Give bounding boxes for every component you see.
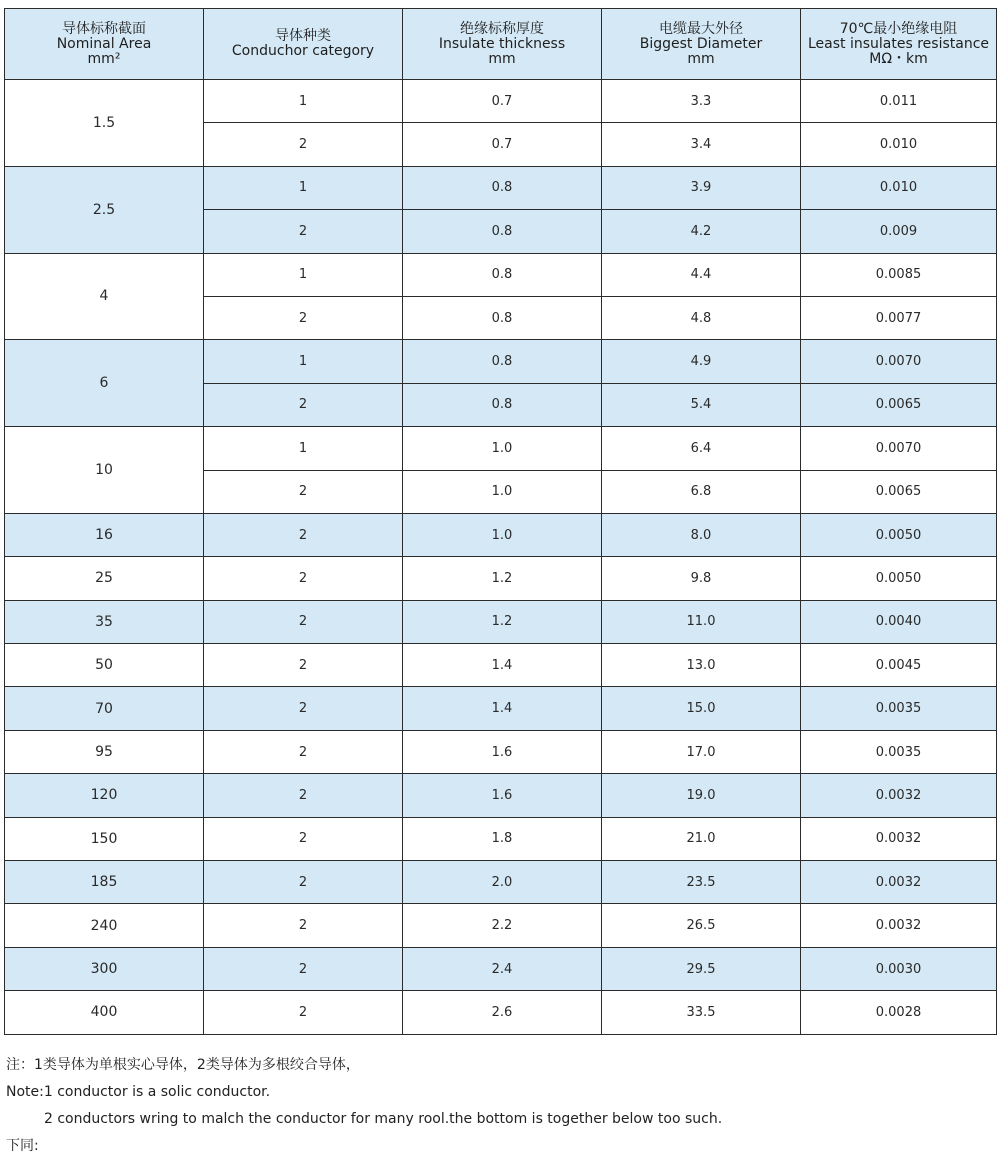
- table-row: [5, 166, 997, 209]
- cell-max-diameter: 11.0: [602, 600, 801, 643]
- cell-insulation-thickness: 1.0: [403, 427, 602, 470]
- cell-max-diameter: 21.0: [602, 817, 801, 860]
- cell-conductor-category: 2: [204, 513, 403, 556]
- cell-insulation-thickness: 0.7: [403, 80, 602, 123]
- table-row: [5, 817, 997, 860]
- cell-insulation-resistance: 0.0065: [801, 383, 997, 426]
- cell-insulation-thickness: 2.6: [403, 991, 602, 1034]
- cell-nominal-area: 120: [5, 774, 204, 817]
- table-row: [5, 947, 997, 990]
- header-nominal-area-unit: mm²: [87, 50, 121, 67]
- note-en-1: Note:1 conductor is a solic conductor.: [6, 1084, 271, 1100]
- cell-insulation-resistance: 0.010: [801, 123, 997, 166]
- cell-insulation-thickness: 1.8: [403, 817, 602, 860]
- cell-conductor-category: 2: [204, 817, 403, 860]
- note-en-2: 2 conductors wring to malch the conductor for many rool.the bottom is together below too such.: [44, 1111, 723, 1127]
- cell-nominal-area: 240: [5, 904, 204, 947]
- cell-conductor-category: 2: [204, 557, 403, 600]
- cell-insulation-resistance: 0.0040: [801, 600, 997, 643]
- spec-table-container: [4, 8, 996, 1035]
- cell-max-diameter: 23.5: [602, 861, 801, 904]
- cell-max-diameter: 4.4: [602, 253, 801, 296]
- note-same-below: 下同:: [6, 1138, 39, 1154]
- table-row: [5, 600, 997, 643]
- cell-insulation-resistance: 0.0035: [801, 687, 997, 730]
- cell-insulation-resistance: 0.0030: [801, 947, 997, 990]
- cell-insulation-thickness: 0.8: [403, 210, 602, 253]
- cell-insulation-thickness: 1.0: [403, 513, 602, 556]
- table-row: [5, 991, 997, 1034]
- cell-max-diameter: 8.0: [602, 513, 801, 556]
- header-nominal-area-en: Nominal Area: [56, 35, 152, 52]
- cell-conductor-category: 1: [204, 253, 403, 296]
- cell-insulation-thickness: 0.8: [403, 340, 602, 383]
- cell-insulation-resistance: 0.009: [801, 210, 997, 253]
- header-insulation-thickness-unit: mm: [488, 50, 516, 67]
- header-insulation-thickness-zh: 绝缘标称厚度: [460, 20, 544, 37]
- table-row: [5, 774, 997, 817]
- cell-nominal-area: 300: [5, 947, 204, 990]
- cell-insulation-resistance: 0.0070: [801, 340, 997, 383]
- cell-conductor-category: 2: [204, 687, 403, 730]
- cell-insulation-thickness: 0.8: [403, 383, 602, 426]
- table-row: [5, 644, 997, 687]
- cell-conductor-category: 1: [204, 80, 403, 123]
- cell-nominal-area: 50: [5, 644, 204, 687]
- cell-conductor-category: 2: [204, 904, 403, 947]
- cell-conductor-category: 2: [204, 210, 403, 253]
- header-insulation-resistance-en: Least insulates resistance: [807, 35, 989, 52]
- cell-conductor-category: 2: [204, 774, 403, 817]
- header-max-diameter-unit: mm: [687, 50, 715, 67]
- cell-conductor-category: 2: [204, 861, 403, 904]
- header-insulation-resistance-zh: 70℃最小绝缘电阻: [839, 20, 958, 37]
- cell-insulation-resistance: 0.0028: [801, 991, 997, 1034]
- table-row: [5, 904, 997, 947]
- table-body: [5, 80, 997, 1035]
- cell-nominal-area: 70: [5, 687, 204, 730]
- cell-insulation-resistance: 0.0050: [801, 557, 997, 600]
- cell-insulation-resistance: 0.0050: [801, 513, 997, 556]
- cell-insulation-resistance: 0.0065: [801, 470, 997, 513]
- header-conductor-category: [204, 9, 403, 80]
- cell-max-diameter: 4.8: [602, 296, 801, 339]
- header-insulation-resistance-unit: MΩ・km: [869, 50, 928, 67]
- cell-conductor-category: 2: [204, 730, 403, 773]
- header-row: [5, 9, 997, 80]
- cell-nominal-area: 6: [5, 340, 204, 427]
- cell-max-diameter: 3.4: [602, 123, 801, 166]
- cell-max-diameter: 6.8: [602, 470, 801, 513]
- cell-insulation-resistance: 0.010: [801, 166, 997, 209]
- header-max-diameter-zh: 电缆最大外径: [659, 20, 743, 37]
- cell-nominal-area: 4: [5, 253, 204, 340]
- cell-nominal-area: 400: [5, 991, 204, 1034]
- table-row: [5, 80, 997, 123]
- header-conductor-category-en: Conduchor category: [231, 43, 375, 59]
- cell-insulation-thickness: 1.2: [403, 557, 602, 600]
- cell-insulation-thickness: 0.8: [403, 253, 602, 296]
- cell-insulation-resistance: 0.0085: [801, 253, 997, 296]
- cell-insulation-resistance: 0.0032: [801, 861, 997, 904]
- cell-max-diameter: 33.5: [602, 991, 801, 1034]
- cell-insulation-thickness: 1.4: [403, 687, 602, 730]
- cell-conductor-category: 2: [204, 947, 403, 990]
- header-nominal-area: [5, 9, 204, 80]
- cell-insulation-thickness: 1.0: [403, 470, 602, 513]
- cell-max-diameter: 3.3: [602, 80, 801, 123]
- table-row: [5, 427, 997, 470]
- cell-insulation-resistance: 0.0035: [801, 730, 997, 773]
- header-insulation-thickness-en: Insulate thickness: [438, 35, 566, 52]
- cell-nominal-area: 1.5: [5, 80, 204, 167]
- table-row: [5, 687, 997, 730]
- cell-insulation-resistance: 0.0077: [801, 296, 997, 339]
- cell-max-diameter: 13.0: [602, 644, 801, 687]
- table-row: [5, 340, 997, 383]
- cell-insulation-thickness: 0.8: [403, 166, 602, 209]
- cell-insulation-thickness: 2.2: [403, 904, 602, 947]
- cell-nominal-area: 10: [5, 427, 204, 514]
- cell-conductor-category: 2: [204, 600, 403, 643]
- cell-conductor-category: 1: [204, 340, 403, 383]
- cell-conductor-category: 1: [204, 427, 403, 470]
- cell-insulation-thickness: 2.4: [403, 947, 602, 990]
- cell-insulation-thickness: 1.6: [403, 774, 602, 817]
- cell-insulation-thickness: 1.4: [403, 644, 602, 687]
- cell-max-diameter: 15.0: [602, 687, 801, 730]
- cell-conductor-category: 2: [204, 644, 403, 687]
- cell-max-diameter: 5.4: [602, 383, 801, 426]
- cell-insulation-thickness: 2.0: [403, 861, 602, 904]
- table-row: [5, 513, 997, 556]
- header-max-diameter-en: Biggest Diameter: [639, 35, 763, 52]
- cell-max-diameter: 3.9: [602, 166, 801, 209]
- cell-insulation-thickness: 1.2: [403, 600, 602, 643]
- table-row: [5, 253, 997, 296]
- table-header: [5, 9, 997, 80]
- table-row: [5, 861, 997, 904]
- cell-conductor-category: 2: [204, 991, 403, 1034]
- cell-max-diameter: 19.0: [602, 774, 801, 817]
- notes-section: [6, 1052, 996, 1160]
- cell-insulation-resistance: 0.0070: [801, 427, 997, 470]
- cell-conductor-category: 2: [204, 123, 403, 166]
- cell-conductor-category: 2: [204, 296, 403, 339]
- cell-max-diameter: 4.9: [602, 340, 801, 383]
- cell-conductor-category: 1: [204, 166, 403, 209]
- header-conductor-category-zh: 导体种类: [275, 28, 331, 44]
- cell-nominal-area: 2.5: [5, 166, 204, 253]
- cell-nominal-area: 185: [5, 861, 204, 904]
- table-row: [5, 730, 997, 773]
- cell-max-diameter: 4.2: [602, 210, 801, 253]
- cell-insulation-thickness: 0.7: [403, 123, 602, 166]
- cell-nominal-area: 16: [5, 513, 204, 556]
- cell-insulation-resistance: 0.011: [801, 80, 997, 123]
- cell-conductor-category: 2: [204, 470, 403, 513]
- cell-insulation-resistance: 0.0032: [801, 774, 997, 817]
- cell-insulation-resistance: 0.0032: [801, 904, 997, 947]
- note-zh: 注：1类导体为单根实心导体，2类导体为多根绞合导体，: [6, 1057, 360, 1073]
- cell-max-diameter: 17.0: [602, 730, 801, 773]
- header-insulation-thickness: [403, 9, 602, 80]
- cable-spec-table: [4, 8, 997, 1035]
- table-row: [5, 557, 997, 600]
- header-max-diameter: [602, 9, 801, 80]
- cell-insulation-resistance: 0.0045: [801, 644, 997, 687]
- cell-conductor-category: 2: [204, 383, 403, 426]
- cell-nominal-area: 95: [5, 730, 204, 773]
- cell-max-diameter: 26.5: [602, 904, 801, 947]
- cell-max-diameter: 6.4: [602, 427, 801, 470]
- cell-max-diameter: 9.8: [602, 557, 801, 600]
- cell-max-diameter: 29.5: [602, 947, 801, 990]
- cell-insulation-thickness: 0.8: [403, 296, 602, 339]
- cell-nominal-area: 150: [5, 817, 204, 860]
- cell-nominal-area: 35: [5, 600, 204, 643]
- cell-insulation-resistance: 0.0032: [801, 817, 997, 860]
- header-insulation-resistance: [801, 9, 997, 80]
- cell-nominal-area: 25: [5, 557, 204, 600]
- header-nominal-area-zh: 导体标称截面: [62, 20, 146, 37]
- cell-insulation-thickness: 1.6: [403, 730, 602, 773]
